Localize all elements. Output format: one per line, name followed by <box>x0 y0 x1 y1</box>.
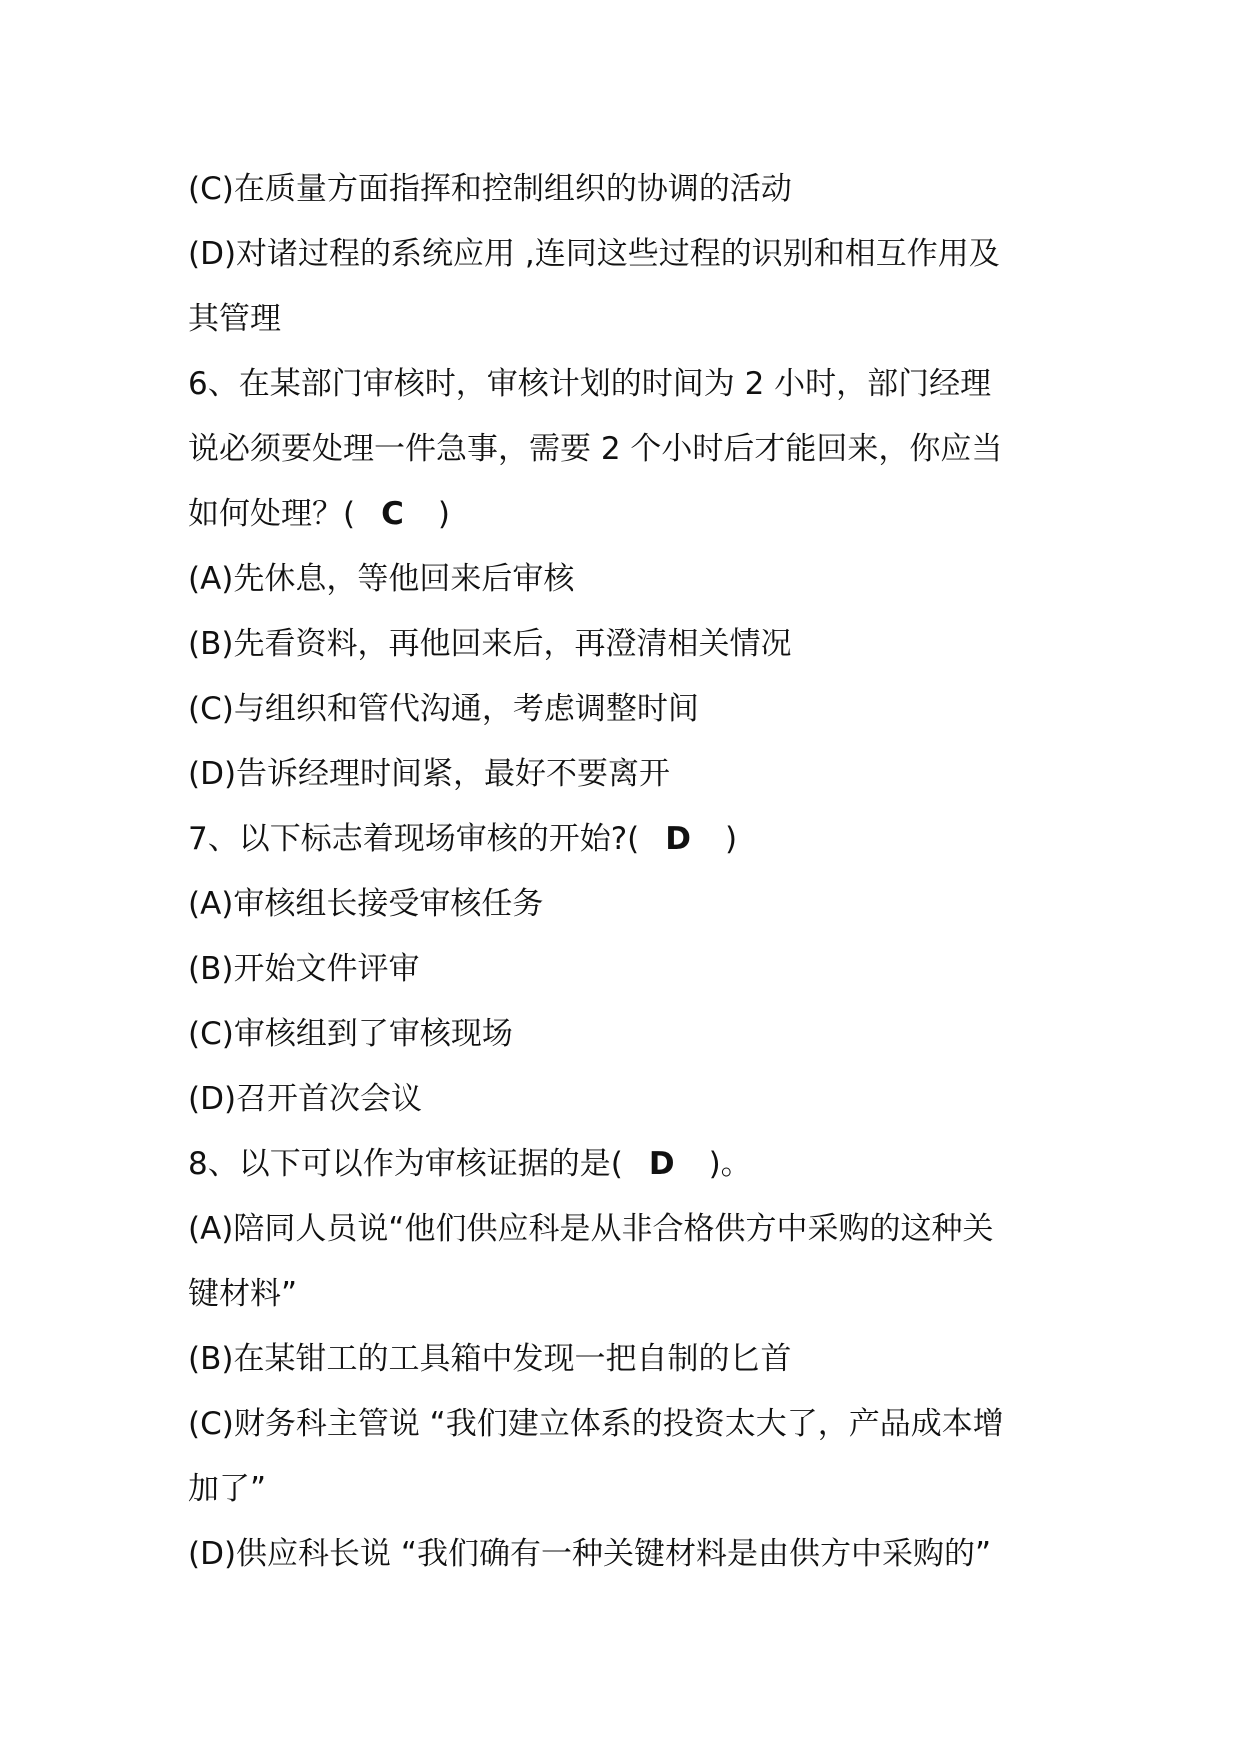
answer-label: D <box>648 1146 675 1182</box>
option-line: (C)财务科主管说 “我们建立体系的投资太大了，产品成本增 <box>188 1406 1004 1442</box>
question-text: 7、以下标志着现场审核的开始?( <box>188 821 640 857</box>
question-7-line <box>188 807 1068 872</box>
option-line: (C)在质量方面指挥和控制组织的协调的活动 <box>188 171 792 207</box>
question-text-end: ) <box>437 496 450 532</box>
question-text-end: )。 <box>708 1146 752 1182</box>
option-line: (A)先休息，等他回来后审核 <box>188 561 575 597</box>
option-line: (C)与组织和管代沟通，考虑调整时间 <box>188 691 699 727</box>
document-body <box>188 157 1068 1587</box>
question-6-line: 6、在某部门审核时，审核计划的时间为 2 小时，部门经理 <box>188 366 992 402</box>
question-8-line <box>188 1132 1068 1197</box>
option-line-continuation: 键材料” <box>188 1276 298 1312</box>
question-text: 8、以下可以作为审核证据的是( <box>188 1146 623 1182</box>
option-line: (D)召开首次会议 <box>188 1081 423 1117</box>
question-6-line <box>188 482 1068 547</box>
option-line: (D)告诉经理时间紧，最好不要离开 <box>188 756 671 792</box>
option-line: (D)对诸过程的系统应用 ,连同这些过程的识别和相互作用及 <box>188 236 1000 272</box>
option-line: (B)开始文件评审 <box>188 951 420 987</box>
question-text-end: ) <box>725 821 738 857</box>
answer-label: C <box>381 496 404 532</box>
option-line: (B)先看资料，再他回来后，再澄清相关情况 <box>188 626 792 662</box>
option-line-continuation: 其管理 <box>188 301 281 337</box>
option-line: (D)供应科长说 “我们确有一种关键材料是由供方中采购的” <box>188 1536 992 1572</box>
option-line-continuation: 加了” <box>188 1471 267 1507</box>
option-line: (B)在某钳工的工具箱中发现一把自制的匕首 <box>188 1341 792 1377</box>
option-line: (A)审核组长接受审核任务 <box>188 886 544 922</box>
option-line: (C)审核组到了审核现场 <box>188 1016 513 1052</box>
option-line: (A)陪同人员说“他们供应科是从非合格供方中采购的这种关 <box>188 1211 994 1247</box>
question-text: 如何处理？( <box>188 496 356 532</box>
question-6-line: 说必须要处理一件急事，需要 2 个小时后才能回来，你应当 <box>188 431 1003 467</box>
answer-label: D <box>665 821 692 857</box>
